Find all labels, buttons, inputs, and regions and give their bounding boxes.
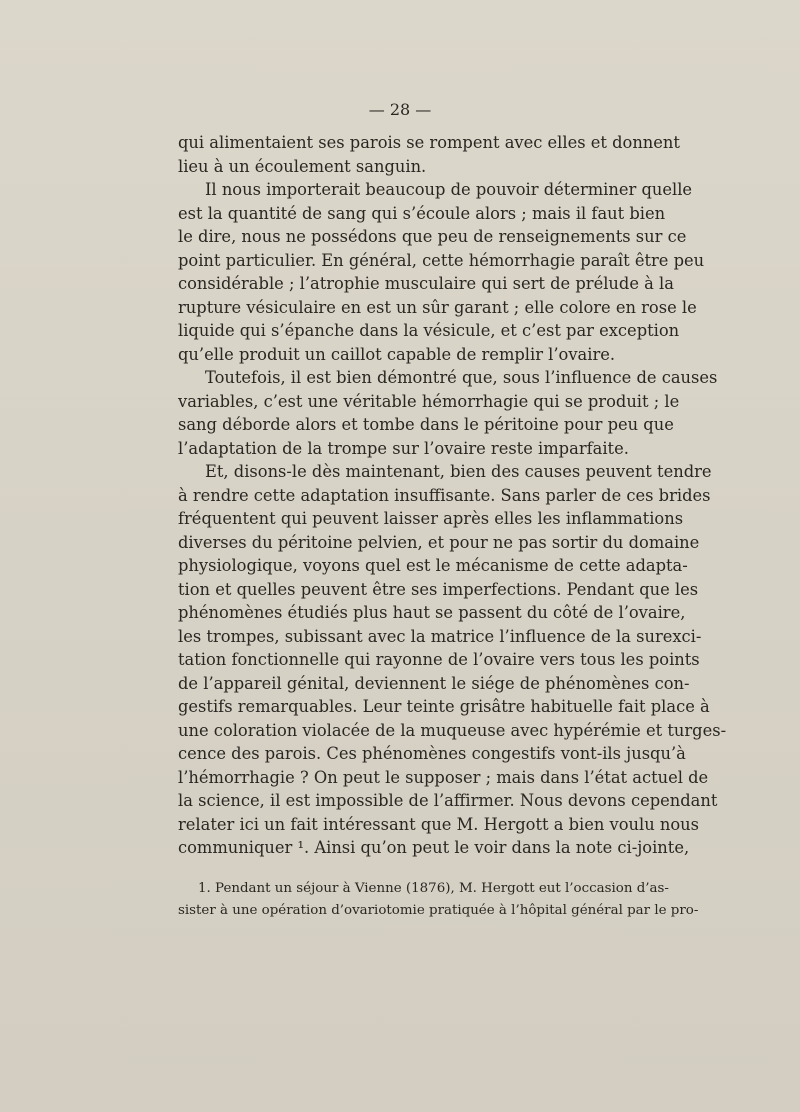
text-line: relater ici un fait intéressant que M. Hergott a bien voulu nous [178,814,700,834]
body-text [178,131,727,860]
text-line: rupture vésiculaire en est un sûr garant ; elle colore en rose le [178,297,697,317]
text-line: communiquer ¹. Ainsi qu’on peut le voir dans la note ci-jointe, [178,838,690,857]
text-line: de l’appareil génital, deviennent le siége de phénomènes con- [178,673,690,693]
text-line: considérable ; l’atrophie musculaire qui sert de prélude à la [178,274,674,293]
text-line: une coloration violacée de la muqueuse avec hypérémie et turges- [178,720,727,740]
text-line: gestifs remarquables. Leur teinte grisâtre habituelle fait place à [178,697,710,716]
footnote-line: 1. Pendant un séjour à Vienne (1876), M. Hergott eut l’occasion d’as- [198,881,669,896]
text-line: variables, c’est une véritable hémorrhagie qui se produit ; le [178,391,680,411]
text-line: liquide qui s’épanche dans la vésicule, et c’est par exception [178,321,680,340]
text-line: à rendre cette adaptation insuffisante. Sans parler de ces brides [178,485,711,505]
text-line: cence des parois. Ces phénomènes congestifs vont-ils jusqu’à [178,744,686,763]
text-line: tion et quelles peuvent être ses imperfections. Pendant que les [178,579,699,599]
text-line: tation fonctionnelle qui rayonne de l’ovaire vers tous les points [178,650,700,669]
text-line: qui alimentaient ses parois se rompent avec elles et donnent [178,133,680,152]
text-line: est la quantité de sang qui s’écoule alors ; mais il faut bien [178,203,666,223]
text-line: Toutefois, il est bien démontré que, sous l’influence de causes [205,368,718,387]
text-line: l’hémorrhagie ? On peut le supposer ; mais dans l’état actuel de [178,767,709,787]
text-line: diverses du péritoine pelvien, et pour ne pas sortir du domaine [178,532,700,552]
footnotes [178,878,699,922]
text-line: fréquentent qui peuvent laisser après elles les inflammations [178,509,684,528]
text-line: phénomènes étudiés plus haut se passent du côté de l’ovaire, [178,603,686,622]
text-line: point particulier. En général, cette hémorrhagie paraît être peu [178,250,705,270]
footnote-line: sister à une opération d’ovariotomie pratiquée à l’hôpital général par le pro- [178,903,699,918]
text-line: qu’elle produit un caillot capable de remplir l’ovaire. [178,344,616,364]
text-line: Il nous importerait beaucoup de pouvoir déterminer quelle [205,180,693,199]
text-line: Et, disons-le dès maintenant, bien des causes peuvent tendre [205,462,712,481]
text-line: le dire, nous ne possédons que peu de renseignements sur ce [178,227,687,246]
text-line: la science, il est impossible de l’affirmer. Nous devons cependant [178,791,718,810]
text-line: sang déborde alors et tombe dans le péritoine pour peu que [178,415,674,434]
text-line: les trompes, subissant avec la matrice l’influence de la surexci- [178,626,702,646]
text-line: l’adaptation de la trompe sur l’ovaire reste imparfaite. [178,438,629,458]
text-line: lieu à un écoulement sanguin. [178,156,427,176]
text-line: physiologique, voyons quel est le mécanisme de cette adapta- [178,556,688,575]
page-number: — 28 — [368,100,432,119]
